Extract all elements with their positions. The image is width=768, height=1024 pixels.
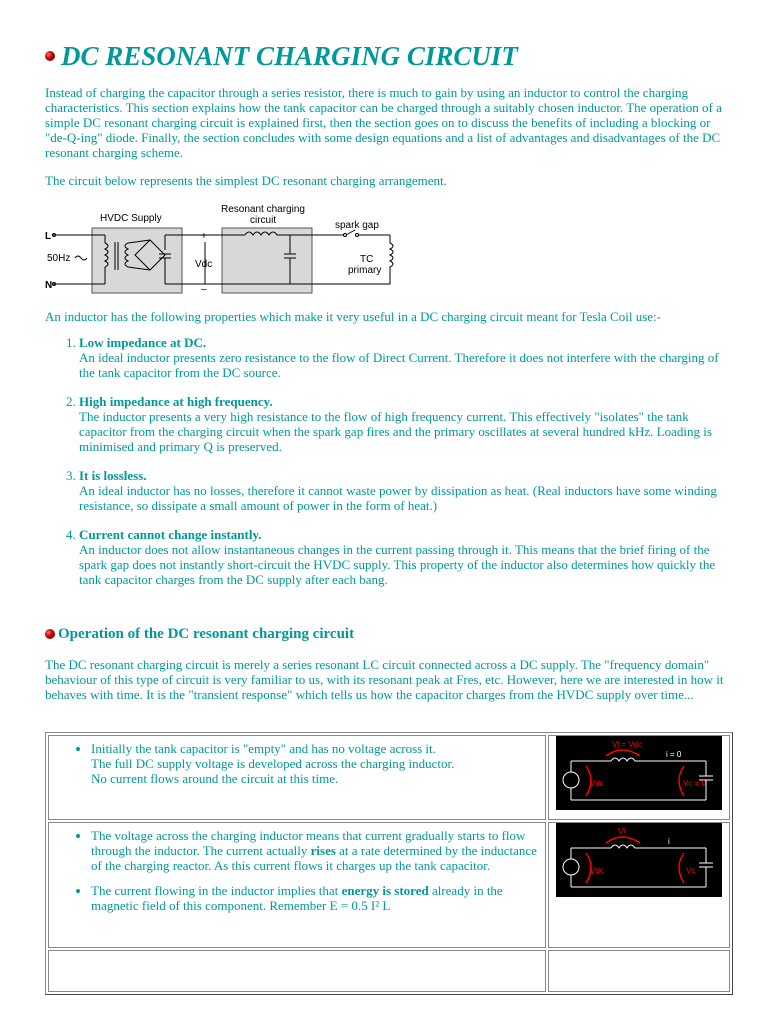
l-label: L [45,231,52,242]
list-item [79,394,735,454]
property-text: An inductor does not allow instantaneous changes in the current passing through it. This means that the brief firing of the spark gap does not instantly short-circuit the HVDC supply. This property of the inductor also determines how quickly the tank capacitor charges from the DC supply after each bang. [79,542,716,587]
hvdc-label: HVDC Supply [100,213,162,224]
list-item [79,527,735,587]
charging-steps-table [45,732,733,995]
step-text-cell [48,822,546,948]
step-line: No current flows around the circuit at this time. [91,771,339,786]
freq-label: 50Hz [47,253,71,264]
spark-gap-label: spark gap [335,220,379,231]
step-figure-cell [548,950,730,992]
step-text-cell [48,950,546,992]
table-row [48,735,730,820]
step-bullets [49,741,545,786]
table-row [48,822,730,948]
section-heading [45,627,354,642]
n-label: N [45,280,53,291]
tc-label-1: TC [360,254,374,265]
property-text: An ideal inductor presents zero resistance to the flow of Direct Current. Therefore it does not interfere with the charging of the tank capacitor from the DC source. [79,350,719,380]
operation-intro-paragraph: The DC resonant charging circuit is merely a series resonant LC circuit connected across a DC supply. The "frequency domain" behaviour of this type of circuit is very familiar to us, with its resonant peak at Fres, etc. However, here we are interested in how it behaves with time. It is the "transient response" which tells us how the capacitor charges from the HVDC supply over time... [45,657,724,702]
step-line: Initially the tank capacitor is "empty" and has no voltage across it. [91,741,436,756]
resonant-circuit-box [222,228,312,293]
step-text-cell [48,735,546,820]
step-bullets [49,828,545,913]
page-title [45,40,518,72]
property-heading: It is lossless. [79,468,147,483]
step-figure-cell [548,735,730,820]
property-heading: Low impedance at DC. [79,335,207,350]
property-heading: Current cannot change instantly. [79,527,262,542]
list-item [79,468,735,513]
section-heading-text: Operation of the DC resonant charging circuit [58,626,355,642]
vc-label: Vc = 0 [683,779,706,788]
vl-label: Vl = Vdc [612,740,643,749]
tc-label-2: primary [348,265,382,276]
page-title-text: DC RESONANT CHARGING CIRCUIT [61,41,518,71]
red-ball-bullet-icon [45,51,55,61]
list-item [91,741,545,786]
current-label: i = 0 [666,750,682,759]
resonant-label-1: Resonant charging [221,204,305,215]
step-figure-cell [548,822,730,948]
step-2-circuit-figure [556,823,722,897]
step-1-circuit-figure [556,736,722,810]
step-text: The voltage across the charging inductor means that current gradually starts to flow through the inductor. The current actually [91,828,526,858]
inductor-properties-list [45,335,735,601]
property-heading: High impedance at high frequency. [79,394,273,409]
step-text: The current flowing in the inductor implies that [91,883,342,898]
step-text: at a rate determined by the inductance of the charging reactor. As this current flows it charges up the tank capacitor. [91,843,537,873]
vdc-label: Vdc [590,779,604,788]
vc-label: Vc [686,866,696,875]
step-text: already in the magnetic field of this component. Remember E = 0.5 I² L [91,883,503,913]
step-emphasis: rises [310,843,336,858]
step-emphasis: energy is stored [341,883,429,898]
property-text: An ideal inductor has no losses, therefore it cannot waste power by dissipation as heat. (Real inductors have some winding resistance, so dissipate a small amount of power in the form of heat.) [79,483,717,513]
resonant-label-2: circuit [250,215,277,226]
list-item [91,828,545,873]
table-row [48,950,730,992]
step-line: The full DC supply voltage is developed across the charging inductor. [91,756,455,771]
vdc-label: Vdc [195,259,213,270]
list-item [91,883,545,913]
minus-label: – [201,284,207,295]
vdc-label: Vdc [590,866,604,875]
properties-intro-paragraph: An inductor has the following properties which make it very useful in a DC charging circuit meant for Tesla Coil use:- [45,309,661,324]
intro-paragraph: Instead of charging the capacitor through a series resistor, there is much to gain by using an inductor to control the charging characteristics. This section explains how the tank capacitor can be charged through a suitably chosen inductor. The operation of a simple DC resonant charging circuit is explained first, then the section goes on to discuss the benefits of including a blocking or "de-Q-ing" diode. Finally, the section concludes with some design equations and a list of advantages and disadvantages of the DC resonant charging scheme. [45,85,722,160]
property-text: The inductor presents a very high resistance to the flow of high frequency current. This effectively "isolates" the tank capacitor from the charging circuit when the spark gap fires and the primary oscillates at several hundred kHz. Loading is minimised and primary Q is preserved. [79,409,712,454]
red-ball-bullet-icon [45,629,55,639]
list-item [79,335,735,380]
vl-label: Vl [618,827,626,836]
plus-label: + [201,231,207,242]
circuit-intro-paragraph: The circuit below represents the simplest DC resonant charging arrangement. [45,173,447,188]
resonant-charging-circuit-diagram [45,198,405,298]
current-label: i [668,837,670,846]
